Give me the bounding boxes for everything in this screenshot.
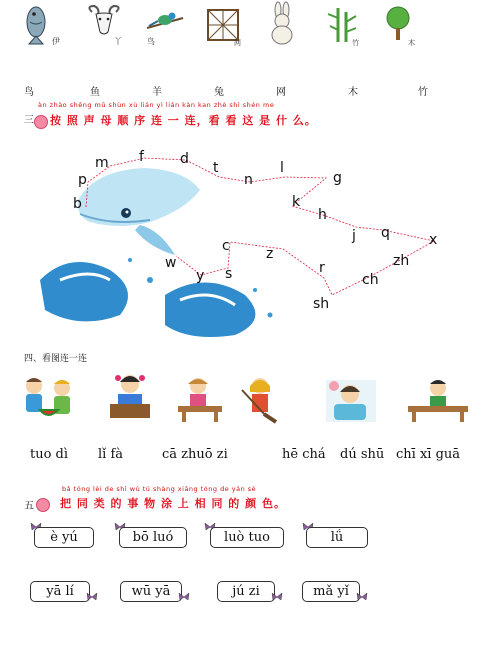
word-rabbit: 兔: [214, 87, 224, 98]
rabbit-picture: [262, 4, 302, 46]
letter-zh: zh: [393, 253, 410, 269]
word-box[interactable]: luò tuo: [210, 527, 284, 548]
phrase-6: chī xī guā: [396, 447, 461, 462]
dolphin-illustration: [0, 130, 492, 345]
letter-s: s: [225, 266, 233, 282]
eat-watermelon-picture: [18, 374, 80, 424]
letter-r: r: [319, 260, 325, 276]
fish-picture: [16, 4, 60, 46]
svg-text:丫: 丫: [114, 37, 122, 46]
section3-instruction: 按 照 声 母 顺 序 连 一 连，看 看 这 是 什 么。: [50, 114, 317, 127]
butterfly-icon: [271, 592, 283, 602]
letter-f: f: [139, 149, 144, 165]
letter-t: t: [213, 160, 219, 176]
butterfly-icon: [356, 592, 368, 602]
bamboo-picture: [322, 4, 362, 46]
phrase-4: hē chá: [282, 447, 326, 462]
section4-title: 四、看图连一连: [24, 354, 88, 364]
word-wood: 木: [348, 87, 358, 98]
word-fish: 鱼: [90, 87, 100, 98]
word-box[interactable]: lǘ: [306, 527, 368, 548]
section5-pinyin: bǎ tóng lèi de shì wù tú shàng xiāng tóng de yán sè: [62, 485, 257, 493]
letter-y: y: [196, 268, 205, 284]
word-box[interactable]: mǎ yǐ: [302, 581, 360, 602]
letter-p: p: [78, 172, 87, 188]
letter-n: n: [244, 172, 253, 188]
letter-m: m: [95, 155, 109, 171]
word-net: 网: [276, 87, 286, 98]
letter-g: g: [333, 170, 342, 186]
phrase-2: lǐ fà: [98, 447, 124, 462]
letter-j: j: [352, 228, 356, 244]
phrase-1: tuo dì: [30, 447, 69, 462]
letter-d: d: [180, 151, 189, 167]
haircut-picture: [322, 376, 380, 426]
word-box[interactable]: jú zi: [217, 581, 275, 602]
letter-ch: ch: [362, 272, 379, 288]
letter-b: b: [73, 196, 82, 212]
svg-text:木: 木: [408, 39, 415, 47]
letter-w: w: [165, 255, 177, 271]
svg-text:鸟: 鸟: [147, 37, 155, 46]
word-box[interactable]: yā lí: [30, 581, 90, 602]
flower-icon-2: [36, 494, 50, 513]
svg-text:伊: 伊: [52, 37, 60, 46]
word-bamboo: 竹: [418, 87, 428, 98]
butterfly-icon: [178, 592, 190, 602]
letter-sh: sh: [313, 296, 330, 312]
sweep-floor-picture: [236, 376, 286, 426]
butterfly-icon: [86, 592, 98, 602]
letter-k: k: [292, 194, 301, 210]
read-book-picture: [104, 372, 156, 424]
phrase-3: cā zhuō zi: [162, 447, 228, 462]
drink-tea-picture: [404, 376, 472, 424]
letter-q: q: [381, 225, 390, 241]
net-picture: [204, 4, 244, 46]
tree-picture: [378, 4, 418, 46]
letter-h: h: [318, 207, 327, 223]
letter-l: l: [280, 160, 284, 176]
svg-text:竹: 竹: [352, 39, 359, 47]
word-box[interactable]: bō luó: [119, 527, 187, 548]
flower-icon: [34, 111, 48, 130]
bird-picture: [145, 4, 185, 46]
letter-c: c: [222, 238, 230, 254]
svg-text:网: 网: [234, 39, 241, 47]
wipe-table-picture: [174, 374, 230, 424]
word-bird: 鸟: [24, 87, 34, 98]
section5-number: 五: [24, 501, 34, 512]
section5-instruction: 把 同 类 的 事 物 涂 上 相 同 的 颜 色。: [60, 497, 286, 510]
letter-x: x: [429, 232, 438, 248]
goat-picture: [84, 4, 124, 46]
phrase-5: dú shū: [340, 447, 385, 462]
word-sheep: 羊: [152, 87, 162, 98]
section3-number: 三: [24, 115, 34, 126]
section3-pinyin: àn zhào shēng mǔ shùn xù lián yì lián kàn kan zhè shì shén me: [38, 101, 275, 109]
word-box[interactable]: è yú: [34, 527, 94, 548]
letter-z: z: [266, 246, 274, 262]
word-box[interactable]: wū yā: [120, 581, 182, 602]
